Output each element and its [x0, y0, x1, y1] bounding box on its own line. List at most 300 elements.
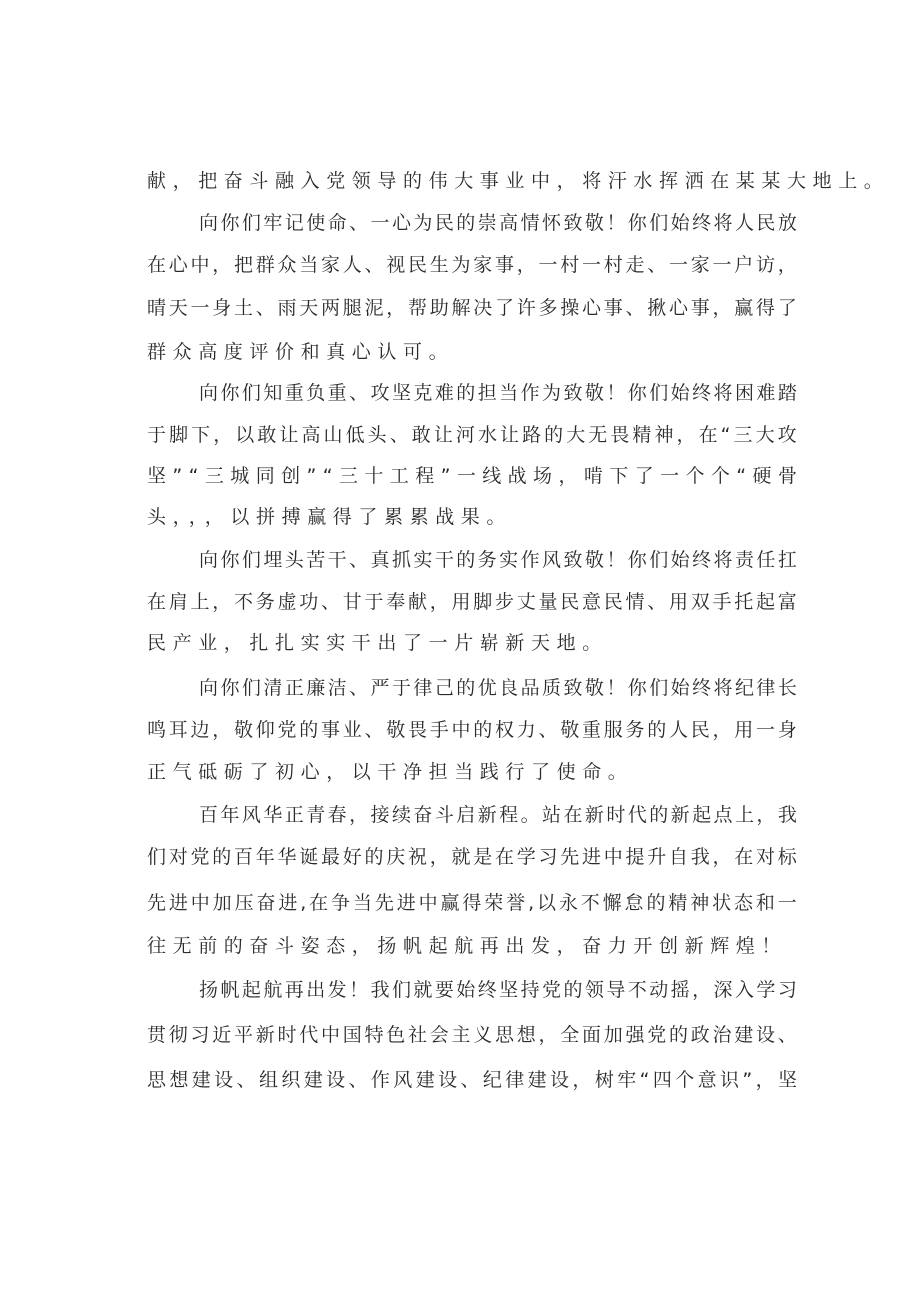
- glyph: 为: [542, 382, 562, 404]
- glyph: 献: [408, 591, 428, 613]
- glyph: 将: [713, 549, 733, 571]
- glyph: 学: [756, 979, 776, 1001]
- glyph: 坚: [391, 382, 411, 404]
- glyph: 无: [588, 424, 608, 446]
- glyph: 对: [756, 846, 776, 868]
- glyph: 庆: [386, 846, 406, 868]
- paragraph-line: [147, 463, 797, 489]
- glyph: 终: [692, 382, 712, 404]
- glyph: 知: [263, 382, 283, 404]
- glyph: 天: [299, 297, 319, 319]
- glyph: 贯: [147, 1024, 167, 1046]
- glyph: 难: [756, 382, 776, 404]
- glyph: 中: [190, 892, 210, 914]
- glyph: 当: [499, 382, 519, 404]
- glyph: 加: [212, 892, 232, 914]
- glyph: 四: [652, 1069, 672, 1091]
- glyph: 村: [560, 254, 580, 276]
- glyph: 始: [670, 677, 690, 699]
- glyph: 、: [777, 1024, 797, 1046]
- glyph: 、: [364, 254, 384, 276]
- glyph: 思: [147, 1069, 167, 1091]
- glyph: 党: [277, 719, 297, 741]
- glyph: 将: [713, 212, 733, 234]
- glyph: 摇: [670, 979, 690, 1001]
- glyph: 奋: [256, 892, 276, 914]
- glyph: 事: [690, 297, 710, 319]
- glyph: 肩: [168, 591, 188, 613]
- glyph: 誉: [506, 892, 526, 914]
- glyph: 多: [538, 297, 558, 319]
- glyph: 起: [241, 979, 261, 1001]
- glyph: 骨: [777, 465, 797, 487]
- glyph: 设: [326, 1069, 346, 1091]
- glyph: 务: [477, 549, 497, 571]
- glyph: 们: [241, 382, 261, 404]
- paragraph-first-line: [199, 802, 797, 828]
- glyph: 在: [147, 591, 167, 613]
- glyph: 心: [582, 297, 602, 319]
- glyph: 上: [734, 804, 754, 826]
- glyph: 一: [712, 254, 732, 276]
- glyph: 干: [434, 549, 454, 571]
- glyph: 干: [327, 549, 347, 571]
- glyph: 服: [603, 719, 623, 741]
- glyph: ，: [212, 254, 232, 276]
- glyph: 的: [563, 979, 583, 1001]
- glyph: 畏: [408, 719, 428, 741]
- glyph: 让: [279, 424, 299, 446]
- glyph: 的: [212, 846, 232, 868]
- glyph: 党: [647, 1024, 667, 1046]
- glyph: 访: [756, 254, 776, 276]
- glyph: 你: [220, 212, 240, 234]
- glyph: 敬: [234, 719, 254, 741]
- glyph: 一: [370, 212, 390, 234]
- glyph: 升: [647, 846, 667, 868]
- glyph: 风: [393, 1069, 413, 1091]
- glyph: 攻: [370, 382, 390, 404]
- glyph: 了: [777, 297, 797, 319]
- glyph: 致: [563, 549, 583, 571]
- glyph: 再: [284, 979, 304, 1001]
- glyph: 习: [777, 979, 797, 1001]
- glyph: 终: [692, 549, 712, 571]
- glyph: 晴: [147, 297, 167, 319]
- glyph: 主: [451, 1024, 471, 1046]
- glyph: 敬: [560, 719, 580, 741]
- glyph: 新: [255, 1024, 275, 1046]
- glyph: 赢: [734, 297, 754, 319]
- glyph: ，: [558, 465, 578, 487]
- glyph: 设: [214, 1069, 234, 1091]
- glyph: 踏: [777, 382, 797, 404]
- glyph: 山: [323, 424, 343, 446]
- glyph: 身: [212, 297, 232, 319]
- glyph: 己: [434, 677, 454, 699]
- glyph: 富: [777, 591, 797, 613]
- glyph: 你: [220, 382, 240, 404]
- glyph: 建: [527, 1069, 547, 1091]
- glyph: 帮: [408, 297, 428, 319]
- glyph: 风: [241, 804, 261, 826]
- glyph: 事: [495, 254, 515, 276]
- glyph: ，: [349, 804, 369, 826]
- glyph: 重: [284, 382, 304, 404]
- glyph: 战: [507, 465, 527, 487]
- glyph: 我: [370, 979, 390, 1001]
- glyph: 的: [647, 719, 667, 741]
- glyph: 你: [627, 382, 647, 404]
- glyph: 进: [396, 892, 416, 914]
- glyph: 学: [516, 846, 536, 868]
- glyph: 百: [234, 846, 254, 868]
- glyph: 你: [627, 549, 647, 571]
- glyph: 身: [777, 719, 797, 741]
- glyph: 硬: [752, 465, 772, 487]
- glyph: 敬: [584, 212, 604, 234]
- glyph: 当: [352, 892, 372, 914]
- glyph: 重: [327, 382, 347, 404]
- glyph: 敬: [584, 382, 604, 404]
- glyph: 让: [500, 424, 520, 446]
- glyph: 为: [451, 254, 471, 276]
- glyph: 习: [190, 1024, 210, 1046]
- glyph: 场: [533, 465, 553, 487]
- glyph: 个: [685, 465, 705, 487]
- glyph: 我: [777, 804, 797, 826]
- glyph: ，: [712, 719, 732, 741]
- glyph: 始: [670, 212, 690, 234]
- glyph: 功: [299, 591, 319, 613]
- glyph: 操: [560, 297, 580, 319]
- glyph: 自: [669, 846, 689, 868]
- glyph: 终: [477, 979, 497, 1001]
- glyph: 洁: [327, 677, 347, 699]
- glyph: 律: [413, 677, 433, 699]
- glyph: 向: [199, 677, 219, 699]
- glyph: ,: [300, 892, 307, 914]
- glyph: 使: [306, 212, 326, 234]
- glyph: 双: [690, 591, 710, 613]
- glyph: 家: [321, 254, 341, 276]
- glyph: 大: [755, 424, 775, 446]
- paragraph-line: [147, 844, 797, 870]
- glyph: 于: [364, 591, 384, 613]
- glyph: 一: [756, 719, 776, 741]
- glyph: 起: [756, 591, 776, 613]
- paragraph-line: [147, 252, 797, 278]
- glyph: ，: [676, 424, 696, 446]
- glyph: 质: [542, 677, 562, 699]
- glyph: 纪: [734, 677, 754, 699]
- glyph: 意: [582, 591, 602, 613]
- glyph: 导: [606, 979, 626, 1001]
- glyph: 启: [456, 804, 476, 826]
- glyph: 、: [389, 424, 409, 446]
- glyph: 意: [697, 1069, 717, 1091]
- glyph: 强: [625, 1024, 645, 1046]
- glyph: 你: [220, 677, 240, 699]
- glyph: 是: [473, 846, 493, 868]
- glyph: 人: [669, 719, 689, 741]
- glyph: ，: [386, 297, 406, 319]
- glyph: ”: [440, 465, 451, 487]
- glyph: 务: [255, 591, 275, 613]
- glyph: 神: [654, 424, 674, 446]
- glyph: 了: [495, 297, 515, 319]
- glyph: 社: [408, 1024, 428, 1046]
- glyph: 就: [413, 979, 433, 1001]
- glyph: 彻: [168, 1024, 188, 1046]
- glyph: 上: [190, 591, 210, 613]
- glyph: 百: [199, 804, 219, 826]
- glyph: 一: [660, 465, 680, 487]
- glyph: 们: [241, 212, 261, 234]
- glyph: ！: [606, 549, 626, 571]
- paragraph-first-line: [199, 210, 797, 236]
- glyph: 权: [495, 719, 515, 741]
- glyph: 严: [370, 677, 390, 699]
- glyph: 许: [516, 297, 536, 319]
- glyph: 头: [367, 424, 387, 446]
- glyph: ，: [692, 979, 712, 1001]
- glyph: 两: [321, 297, 341, 319]
- glyph: 作: [520, 549, 540, 571]
- glyph: 路: [522, 424, 542, 446]
- glyph: 国: [342, 1024, 362, 1046]
- glyph: ”: [172, 465, 183, 487]
- glyph: 心: [391, 212, 411, 234]
- glyph: 们: [649, 212, 669, 234]
- glyph: 终: [692, 677, 712, 699]
- glyph: 新: [477, 804, 497, 826]
- glyph: 崇: [477, 212, 497, 234]
- glyph: 牢: [263, 212, 283, 234]
- glyph: “: [322, 465, 333, 487]
- glyph: 荣: [484, 892, 504, 914]
- glyph: 担: [477, 382, 497, 404]
- glyph: 克: [413, 382, 433, 404]
- glyph: 致: [563, 677, 583, 699]
- glyph: 水: [477, 424, 497, 446]
- glyph: 工: [389, 465, 409, 487]
- paragraph-first-line: [199, 977, 797, 1003]
- glyph: 难: [434, 382, 454, 404]
- glyph: 正: [284, 804, 304, 826]
- glyph: 土: [234, 297, 254, 319]
- glyph: 精: [668, 892, 688, 914]
- glyph: 腿: [342, 297, 362, 319]
- glyph: 的: [299, 719, 319, 741]
- glyph: 致: [563, 212, 583, 234]
- glyph: 和: [755, 892, 775, 914]
- glyph: 压: [234, 892, 254, 914]
- glyph: ，: [429, 591, 449, 613]
- glyph: 怠: [624, 892, 644, 914]
- glyph: 解: [451, 297, 471, 319]
- glyph: 中: [190, 254, 210, 276]
- glyph: 华: [263, 804, 283, 826]
- glyph: 致: [563, 382, 583, 404]
- glyph: ，: [756, 804, 776, 826]
- glyph: 出: [306, 979, 326, 1001]
- glyph: 斗: [434, 804, 454, 826]
- glyph: 、: [236, 1069, 256, 1091]
- glyph: 想: [169, 1069, 189, 1091]
- glyph: 永: [558, 892, 578, 914]
- glyph: 风: [542, 549, 562, 571]
- glyph: 把: [234, 254, 254, 276]
- glyph: 华: [277, 846, 297, 868]
- glyph: 廉: [306, 677, 326, 699]
- glyph: 坚: [147, 465, 167, 487]
- glyph: ，: [712, 297, 732, 319]
- glyph: 任: [756, 549, 776, 571]
- glyph: 先: [560, 846, 580, 868]
- glyph: 手: [712, 591, 732, 613]
- glyph: 动: [649, 979, 669, 1001]
- glyph: 义: [473, 1024, 493, 1046]
- glyph: ”: [742, 1069, 753, 1091]
- glyph: 程: [499, 804, 519, 826]
- glyph: ，: [516, 254, 536, 276]
- glyph: 民: [434, 212, 454, 234]
- glyph: 敢: [411, 424, 431, 446]
- glyph: 们: [147, 846, 167, 868]
- glyph: 程: [415, 465, 435, 487]
- paragraph-line: 献，把奋斗融入党领导的伟大事业中，将汗水挥洒在某某大地上。: [147, 170, 890, 192]
- glyph: 进: [582, 846, 602, 868]
- glyph: 清: [263, 677, 283, 699]
- glyph: 始: [670, 382, 690, 404]
- glyph: 精: [632, 424, 652, 446]
- glyph: 近: [212, 1024, 232, 1046]
- glyph: 放: [777, 212, 797, 234]
- glyph: 的: [473, 719, 493, 741]
- glyph: 们: [391, 979, 411, 1001]
- glyph: 家: [473, 254, 493, 276]
- glyph: 生: [429, 254, 449, 276]
- glyph: ，: [538, 1024, 558, 1046]
- glyph: 懈: [602, 892, 622, 914]
- glyph: 仰: [255, 719, 275, 741]
- paragraph-line: 群众高度评价和真心认可。: [147, 341, 455, 363]
- glyph: 、: [647, 591, 667, 613]
- glyph: 们: [649, 549, 669, 571]
- glyph: ！: [606, 382, 626, 404]
- glyph: 我: [690, 846, 710, 868]
- glyph: 、: [364, 719, 384, 741]
- glyph: 、: [625, 297, 645, 319]
- glyph: 揪: [647, 297, 667, 319]
- glyph: 务: [625, 719, 645, 741]
- glyph: 城: [230, 465, 250, 487]
- glyph: 坚: [777, 1069, 797, 1091]
- glyph: 会: [429, 1024, 449, 1046]
- glyph: 河: [455, 424, 475, 446]
- glyph: 。: [520, 804, 540, 826]
- glyph: 作: [520, 382, 540, 404]
- glyph: 情: [625, 591, 645, 613]
- glyph: 民: [690, 719, 710, 741]
- glyph: 扬: [199, 979, 219, 1001]
- glyph: 中: [321, 1024, 341, 1046]
- glyph: 接: [370, 804, 390, 826]
- glyph: 进: [168, 892, 188, 914]
- glyph: 入: [734, 979, 754, 1001]
- glyph: 扛: [777, 549, 797, 571]
- glyph: 诞: [299, 846, 319, 868]
- glyph: 一: [538, 254, 558, 276]
- glyph: 建: [415, 1069, 435, 1091]
- glyph: 户: [734, 254, 754, 276]
- glyph: 帆: [220, 979, 240, 1001]
- glyph: 建: [303, 1069, 323, 1091]
- glyph: 年: [255, 846, 275, 868]
- glyph: 一: [669, 254, 689, 276]
- paragraph-line: [147, 1022, 797, 1048]
- glyph: 、: [321, 591, 341, 613]
- glyph: 代: [299, 1024, 319, 1046]
- glyph: 点: [713, 804, 733, 826]
- paragraph-line: [147, 717, 797, 743]
- glyph: 重: [582, 719, 602, 741]
- glyph: 争: [331, 892, 351, 914]
- glyph: 赢: [440, 892, 460, 914]
- glyph: 、: [255, 297, 275, 319]
- glyph: ”: [306, 465, 317, 487]
- glyph: 脚: [473, 591, 493, 613]
- glyph: 甘: [342, 591, 362, 613]
- glyph: 将: [713, 382, 733, 404]
- glyph: 始: [456, 979, 476, 1001]
- glyph: 决: [473, 297, 493, 319]
- glyph: 民: [560, 591, 580, 613]
- glyph: 下: [609, 465, 629, 487]
- glyph: 在: [309, 892, 329, 914]
- glyph: 先: [374, 892, 394, 914]
- glyph: ，: [777, 254, 797, 276]
- glyph: 十: [364, 465, 384, 487]
- glyph: 政: [690, 1024, 710, 1046]
- glyph: 面: [582, 1024, 602, 1046]
- glyph: 视: [386, 254, 406, 276]
- glyph: 态: [734, 892, 754, 914]
- glyph: 设: [550, 1069, 570, 1091]
- glyph: 持: [520, 979, 540, 1001]
- glyph: 加: [603, 1024, 623, 1046]
- glyph: 敬: [386, 719, 406, 741]
- glyph: 标: [777, 846, 797, 868]
- glyph: 丈: [516, 591, 536, 613]
- glyph: 特: [364, 1024, 384, 1046]
- glyph: ，: [212, 591, 232, 613]
- glyph: 要: [434, 979, 454, 1001]
- glyph: 好: [342, 846, 362, 868]
- glyph: ，: [755, 1069, 775, 1091]
- glyph: 作: [370, 1069, 390, 1091]
- glyph: 平: [234, 1024, 254, 1046]
- glyph: “: [720, 424, 731, 446]
- glyph: 高: [301, 424, 321, 446]
- glyph: 思: [495, 1024, 515, 1046]
- glyph: 让: [433, 424, 453, 446]
- glyph: 的: [456, 212, 476, 234]
- glyph: 建: [734, 1024, 754, 1046]
- glyph: 组: [258, 1069, 278, 1091]
- glyph: 用: [669, 591, 689, 613]
